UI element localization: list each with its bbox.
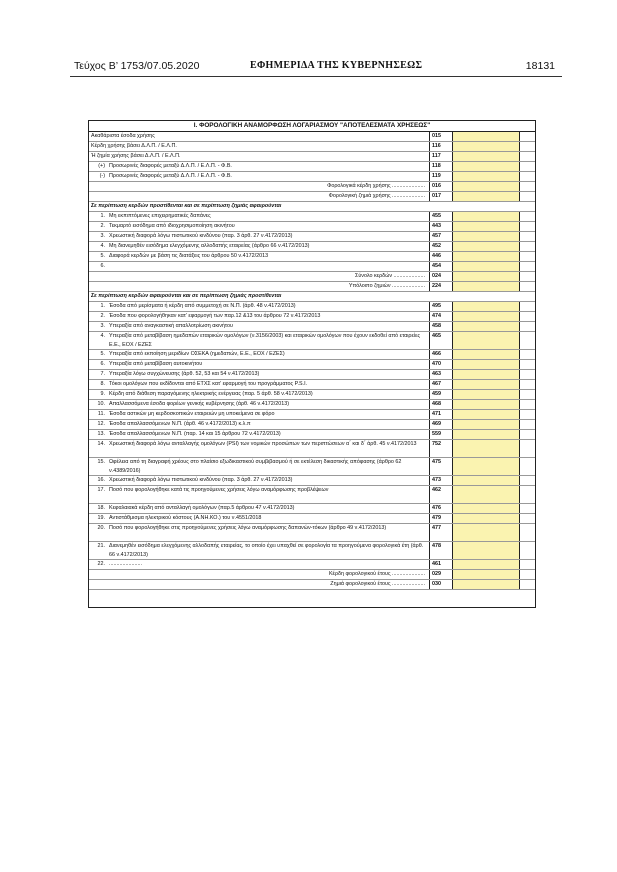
amount-field[interactable] [453, 132, 520, 141]
row-label: Ή ζημία χρήσης βάσει Δ.Λ.Π. / Ε.Λ.Π. [91, 153, 181, 159]
form-row [89, 380, 535, 390]
form-row [89, 212, 535, 222]
form-row [89, 514, 535, 524]
amount-field[interactable] [453, 162, 520, 171]
form-row [89, 222, 535, 232]
row-number: 5. [100, 351, 105, 357]
form-row [89, 142, 535, 152]
row-code: 459 [429, 390, 453, 399]
row-code: 462 [429, 486, 453, 503]
row-label: Σύνολο κερδών ..................... [355, 273, 425, 279]
issue-label: Τεύχος Β’ 1753/07.05.2020 [74, 60, 200, 72]
amount-field[interactable] [453, 420, 520, 429]
row-label: Τόκοι ομολόγων που εκδίδονται από ΕΤΧΣ κατ’ εφαρμογή του προγράμματος P.S.I. [109, 381, 308, 387]
row-code: 468 [429, 400, 453, 409]
row-code: 117 [429, 152, 453, 161]
row-label: Τεκμαρτό εισόδημα από ιδιοχρησιμοποίηση ακινήτου [109, 223, 235, 229]
amount-field[interactable] [453, 476, 520, 485]
row-label: Κέρδη φορολογικού έτους ...................... [328, 571, 425, 577]
row-label: Κέρδη από διάθεση παραγόμενης ηλεκτρικής ενέργειας (παρ. 5 άρθ. 58 ν.4172/2013) [109, 391, 313, 397]
row-number: 7. [100, 371, 105, 377]
row-code: 224 [429, 282, 453, 291]
form-title: Ι. ΦΟΡΟΛΟΓΙΚΗ ΑΝΑΜΟΡΦΩΣΗ ΛΟΓΑΡΙΑΣΜΟΥ "ΑΠΟΤΕΛΕΣΜΑΤΑ ΧΡΗΣΕΩΣ" [89, 121, 535, 132]
row-code: 024 [429, 272, 453, 281]
form-row [89, 390, 535, 400]
amount-field[interactable] [453, 142, 520, 151]
form-row [89, 458, 535, 476]
row-number: 20. [97, 525, 105, 531]
form-row [89, 350, 535, 360]
row-label: ...................... [109, 561, 142, 567]
row-code: 477 [429, 524, 453, 541]
amount-field[interactable] [453, 272, 520, 281]
row-code: 443 [429, 222, 453, 231]
row-code: 030 [429, 580, 453, 589]
form-row [89, 152, 535, 162]
form-row [89, 332, 535, 350]
row-code: 471 [429, 410, 453, 419]
amount-field[interactable] [453, 560, 520, 569]
row-label: Χρεωστική διαφορά λόγω ανταλλαγής ομολόγων (PSI) των νομικών προσώπων των περιπτώσεων α΄ και δ΄ άρθ. 45 ν.4172/2013 [109, 441, 417, 447]
row-label: Κέρδη χρήσης βάσει Δ.Λ.Π. / Ε.Λ.Π. [91, 143, 177, 149]
row-label: Υπόλοιπο ζημιών ...................... [348, 283, 425, 289]
row-label: Υπεραξία λόγω συγχώνευσης (άρθ. 52, 53 και 54 ν.4172/2013) [109, 371, 260, 377]
row-code: 469 [429, 420, 453, 429]
row-number: 17. [97, 487, 105, 493]
row-label: Ποσό που φορολογήθηκε κατά τις προηγούμενες χρήσεις λόγω αναμόρφωσης προβλέψεων [109, 487, 329, 493]
row-code: 461 [429, 560, 453, 569]
row-label: Έσοδα αστικών μη κερδοσκοπικών εταιρειών μη υποκείμενα σε φόρο [109, 411, 275, 417]
amount-field[interactable] [453, 182, 520, 191]
form-row [89, 420, 535, 430]
form-row [89, 282, 535, 292]
row-number: 4. [100, 333, 105, 339]
row-label: Υπεραξία από εκποίηση μεριδίων ΟΣΕΚΑ (ημεδαπών, Ε.Ε., ΕΟΧ / ΕΖΕΣ) [109, 351, 285, 357]
row-code: 452 [429, 242, 453, 251]
row-number: 18. [97, 505, 105, 511]
amount-field[interactable] [453, 430, 520, 439]
amount-field[interactable] [453, 524, 520, 541]
row-code: 473 [429, 476, 453, 485]
amount-field[interactable] [453, 370, 520, 379]
form-row [89, 400, 535, 410]
form-row [89, 182, 535, 192]
row-label: Σε περίπτωση κερδών αφαιρούνται και σε περίπτωση ζημιάς προστίθενται [91, 293, 282, 299]
row-code: 015 [429, 132, 453, 141]
form-row [89, 252, 535, 262]
form-row [89, 440, 535, 458]
row-code: 119 [429, 172, 453, 181]
form-row [89, 486, 535, 504]
amount-field[interactable] [453, 172, 520, 181]
row-code: 017 [429, 192, 453, 201]
form-row [89, 410, 535, 420]
amount-field[interactable] [453, 322, 520, 331]
form-row [89, 580, 535, 590]
row-label: Φορολογικά κέρδη χρήσης ...................... [327, 183, 425, 189]
row-number: 1. [100, 303, 105, 309]
row-label: Φορολογική ζημιά χρήσης ...................... [328, 193, 425, 199]
row-code: 479 [429, 514, 453, 523]
amount-field[interactable] [453, 232, 520, 241]
tax-reconciliation-form [88, 120, 536, 608]
amount-field[interactable] [453, 570, 520, 579]
row-label: Έσοδα απαλλασσόμενων Ν.Π. (άρθ. 46 ν.4172/2013) κ.λ.π [109, 421, 251, 427]
form-row [89, 430, 535, 440]
section-heading [89, 202, 535, 212]
row-label: Έσοδα που φορολογήθηκαν κατ’ εφαρμογή των παρ.12 &13 του άρθρου 72 ν.4172/2013 [109, 313, 321, 319]
amount-field[interactable] [453, 400, 520, 409]
row-label: Σε περίπτωση κερδών προστίθενται και σε περίπτωση ζημιάς αφαιρούνται [91, 203, 282, 209]
row-label: Μη εκπιπτόμενες επιχειρηματικές δαπάνες [109, 213, 211, 219]
row-code: 478 [429, 542, 453, 559]
row-number: 22. [97, 561, 105, 567]
amount-field[interactable] [453, 242, 520, 251]
form-row [89, 312, 535, 322]
form-row [89, 370, 535, 380]
form-row [89, 172, 535, 182]
amount-field[interactable] [453, 580, 520, 589]
form-row [89, 302, 535, 312]
row-label: Προσωρινές διαφορές μεταξύ Δ.Λ.Π. / Ε.Λ.Π. - Φ.Β. [109, 163, 232, 169]
form-row [89, 504, 535, 514]
form-row [89, 162, 535, 172]
row-number: 3. [100, 233, 105, 239]
amount-field[interactable] [453, 192, 520, 201]
row-code: 116 [429, 142, 453, 151]
amount-field[interactable] [453, 514, 520, 523]
amount-field[interactable] [453, 332, 520, 349]
row-label: Διανεμηθέν εισόδημα ελεγχόμενης αλλοδαπής εταιρείας, το οποίο έχει υπαχθεί σε φορολογία τα προηγούμενα φορολογικά έτη (άρθ. 66 ν.4172/2013) [109, 543, 424, 558]
row-label: Ζημιά φορολογικού έτους ...................... [330, 581, 425, 587]
row-code: 458 [429, 322, 453, 331]
form-row [89, 322, 535, 332]
row-number: 19. [97, 515, 105, 521]
row-code: 475 [429, 458, 453, 475]
form-row [89, 542, 535, 560]
amount-field[interactable] [453, 440, 520, 457]
row-number: 6. [100, 361, 105, 367]
row-code: 457 [429, 232, 453, 241]
row-code: 463 [429, 370, 453, 379]
row-label: Χρεωστική διαφορά λόγω πιστωτικού κινδύνου (παρ. 3 άρθ. 27 ν.4172/2013) [109, 477, 293, 483]
row-label: Διαφορά κερδών με βάση τις διατάξεις του άρθρου 50 ν.4172/2013 [109, 253, 269, 259]
row-label: Υπεραξία από μεταβίβαση αυτοκινήτου [109, 361, 203, 367]
row-number: (-) [99, 173, 105, 179]
row-label: Υπεραξία από μεταβίβαση ημεδαπών εταιρικών ομολόγων (ν.3156/2003) και εταιρικών ομολόγων που έχουν εκδοθεί από εταιρείες Ε.Ε., ΕΟΧ / ΕΖΕΣ [109, 333, 421, 348]
row-number: 4. [100, 243, 105, 249]
row-number: 10. [97, 401, 105, 407]
amount-field[interactable] [453, 302, 520, 311]
row-code: 474 [429, 312, 453, 321]
row-number: 16. [97, 477, 105, 483]
amount-field[interactable] [453, 212, 520, 221]
amount-field[interactable] [453, 152, 520, 161]
amount-field[interactable] [453, 410, 520, 419]
amount-field[interactable] [453, 360, 520, 369]
row-code: 467 [429, 380, 453, 389]
form-rows [89, 132, 535, 590]
row-code: 454 [429, 262, 453, 271]
form-row [89, 232, 535, 242]
row-code: 559 [429, 430, 453, 439]
form-row [89, 262, 535, 272]
header-rule [70, 76, 562, 77]
row-number: (+) [98, 163, 105, 169]
row-code: 466 [429, 350, 453, 359]
row-code: 455 [429, 212, 453, 221]
row-code: 752 [429, 440, 453, 457]
amount-field[interactable] [453, 262, 520, 271]
amount-field[interactable] [453, 350, 520, 359]
row-code: 016 [429, 182, 453, 191]
row-label: Ποσό που φορολογήθηκε στις προηγούμενες χρήσεις λόγω αναμόρφωσης δαπανών-τόκων (άρθρο 49 ν.4172/2013) [109, 525, 387, 531]
page-number: 18131 [525, 60, 555, 72]
row-code: 118 [429, 162, 453, 171]
row-number: 11. [97, 411, 105, 417]
page-header [0, 60, 617, 80]
row-label: Υπεραξία από αναγκαστική απαλλοτρίωση ακινήτου [109, 323, 233, 329]
row-code: 029 [429, 570, 453, 579]
row-label: Αντιστάθμισμα ηλεκτρικού κόστους (Α.ΝΗ.ΚΟ.) του ν.4551/2018 [109, 515, 262, 521]
row-code: 495 [429, 302, 453, 311]
form-row [89, 570, 535, 580]
row-label: Κεφαλαιακά κέρδη από ανταλλαγή ομολόγων (παρ.5 άρθρου 47 ν.4172/2013) [109, 505, 295, 511]
row-label: Ακαθάριστα έσοδα χρήσης [91, 133, 155, 139]
form-row [89, 272, 535, 282]
row-number: 14. [97, 441, 105, 447]
amount-field[interactable] [453, 380, 520, 389]
row-label: Απαλλασσόμενα έσοδα φορέων γενικής κυβέρνησης (άρθ. 46 ν.4172/2013) [109, 401, 290, 407]
amount-field[interactable] [453, 312, 520, 321]
row-code: 470 [429, 360, 453, 369]
amount-field[interactable] [453, 252, 520, 261]
row-number: 21. [97, 543, 105, 549]
amount-field[interactable] [453, 542, 520, 559]
row-number: 5. [100, 253, 105, 259]
row-number: 9. [100, 391, 105, 397]
row-label: Ωφέλεια από τη διαγραφή χρέους στο πλαίσιο εξωδικαστικού συμβιβασμού ή σε εκτέλεση δικαστικής απόφασης (άρθρο 62 ν.4389/2016) [109, 459, 402, 474]
row-number: 1. [100, 213, 105, 219]
row-label: Προσωρινές διαφορές μεταξύ Δ.Λ.Π. / Ε.Λ.Π. - Φ.Β. [109, 173, 232, 179]
gazette-title: ΕΦΗΜΕΡΙΔΑ ΤΗΣ ΚΥΒΕΡΝΗΣΕΩΣ [250, 60, 423, 71]
form-row [89, 524, 535, 542]
amount-field[interactable] [453, 222, 520, 231]
form-row [89, 242, 535, 252]
row-label: Μη διανεμηθέν εισόδημα ελεγχόμενης αλλοδαπής εταιρείας (άρθρο 66 ν.4172/2013) [109, 243, 310, 249]
form-row [89, 360, 535, 370]
row-number: 12. [97, 421, 105, 427]
form-row [89, 560, 535, 570]
form-row [89, 192, 535, 202]
row-number: 8. [100, 381, 105, 387]
amount-field[interactable] [453, 282, 520, 291]
row-label: Έσοδα απαλλασσόμενων Ν.Π. (παρ. 14 και 15 άρθρου 72 ν.4172/2013) [109, 431, 281, 437]
row-label: Έσοδα από μερίσματα ή κέρδη από συμμετοχή σε Ν.Π. (άρθ. 48 ν.4172/2013) [109, 303, 296, 309]
amount-field[interactable] [453, 486, 520, 503]
amount-field[interactable] [453, 458, 520, 475]
form-row [89, 476, 535, 486]
row-label: Χρεωστική διαφορά λόγω πιστωτικού κινδύνου (παρ. 3 άρθ. 27 ν.4172/2013) [109, 233, 293, 239]
section-heading [89, 292, 535, 302]
row-number: 2. [100, 223, 105, 229]
row-code: 446 [429, 252, 453, 261]
row-number: 13. [97, 431, 105, 437]
row-code: 465 [429, 332, 453, 349]
row-number: 6. [100, 263, 105, 269]
row-number: 15. [97, 459, 105, 465]
row-number: 2. [100, 313, 105, 319]
amount-field[interactable] [453, 390, 520, 399]
row-number: 3. [100, 323, 105, 329]
amount-field[interactable] [453, 504, 520, 513]
form-row [89, 132, 535, 142]
row-code: 476 [429, 504, 453, 513]
